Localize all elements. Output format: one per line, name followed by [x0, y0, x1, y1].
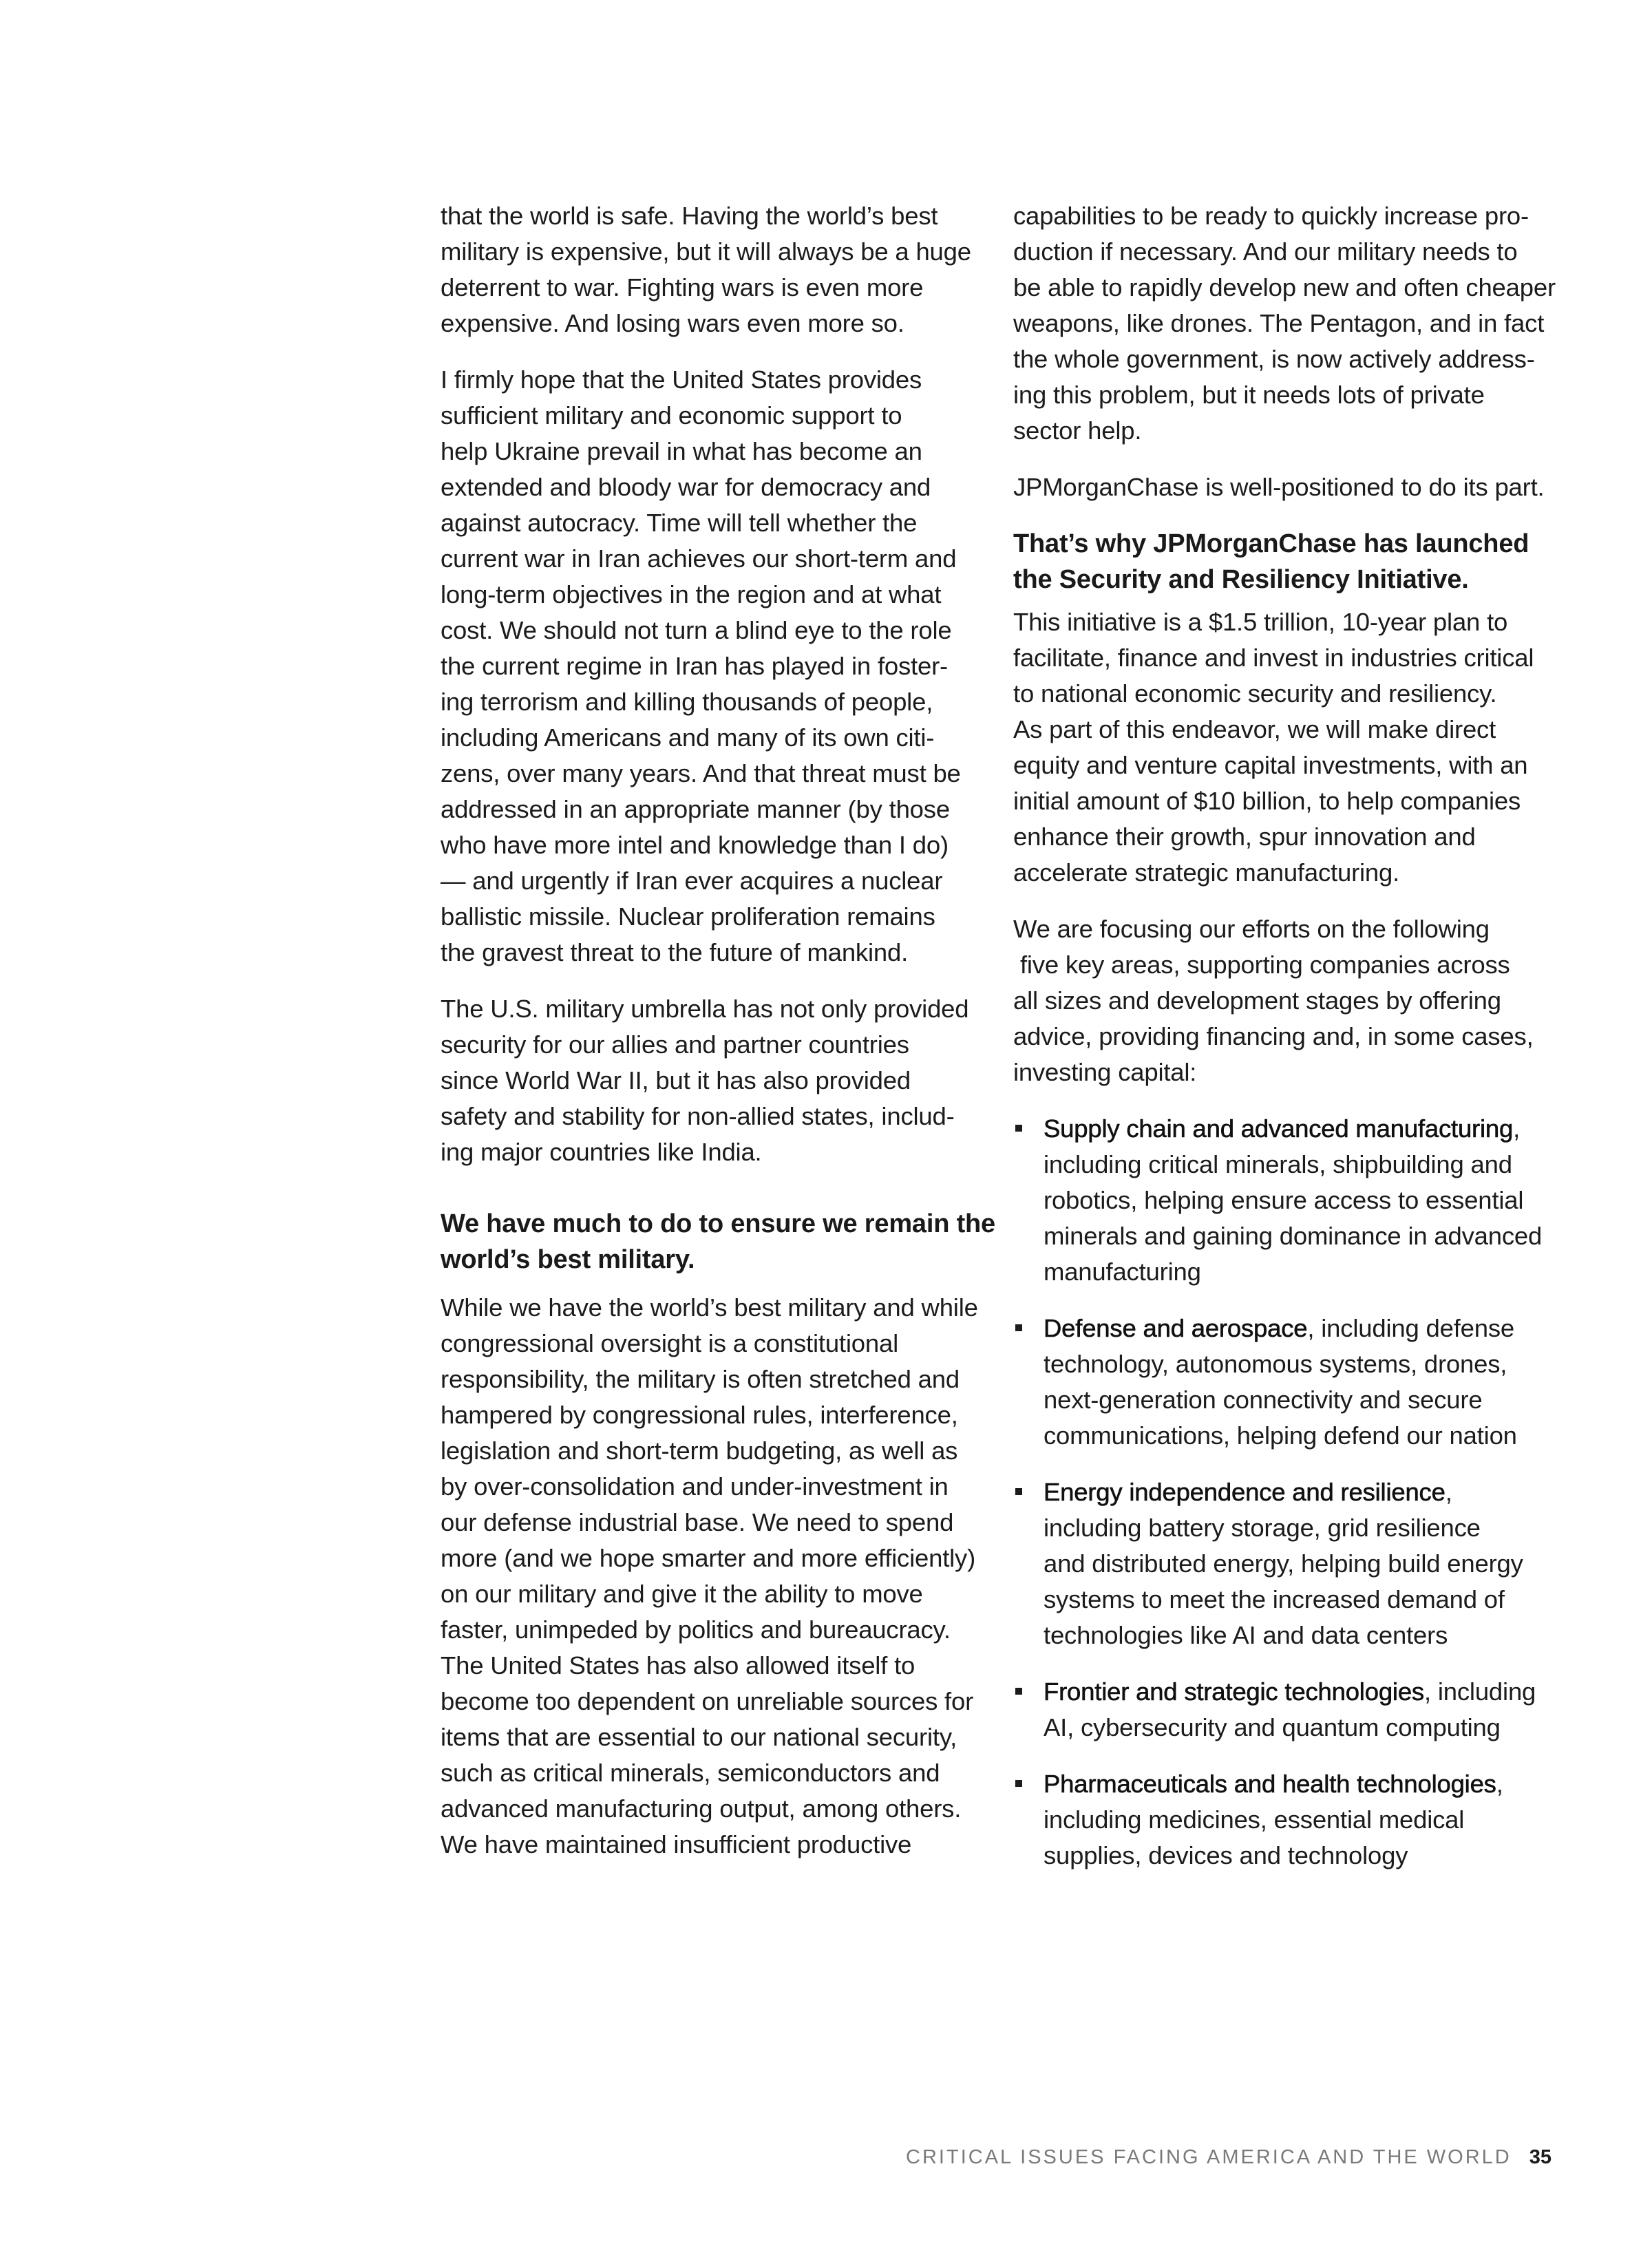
text-line: technologies like AI and data centers	[1044, 1621, 1448, 1649]
text-line: long-term objectives in the region and at what	[441, 580, 942, 608]
text-line: JPMorganChase is well-positioned to do its part.	[1013, 473, 1545, 501]
text-line: five key areas, supporting companies across	[1013, 951, 1510, 979]
text-line: The U.S. military umbrella has not only provided	[441, 995, 969, 1023]
text-line: We are focusing our efforts on the following	[1013, 915, 1490, 943]
text-line: to national economic security and resiliency.	[1013, 679, 1497, 708]
bullet-title: Frontier and strategic technologies	[1044, 1677, 1424, 1706]
list-item	[1013, 1311, 1557, 1454]
text-line: sector help.	[1013, 416, 1142, 445]
text-line: This initiative is a $1.5 trillion, 10-year plan to	[1013, 608, 1508, 636]
bullet-title: Energy independence and resilience	[1044, 1478, 1446, 1506]
text-line: minerals and gaining dominance in advanced	[1044, 1222, 1543, 1250]
text-line: responsibility, the military is often stretched and	[441, 1365, 960, 1393]
text-line: accelerate strategic manufacturing.	[1013, 858, 1400, 887]
right-column	[1013, 198, 1557, 1894]
right-paragraph-4	[1013, 911, 1557, 1090]
text-line: who have more intel and knowledge than I do)	[441, 831, 949, 859]
text-line: more (and we hope smarter and more efficiently)	[441, 1544, 976, 1572]
text-line: zens, over many years. And that threat must be	[441, 759, 961, 787]
text-line: weapons, like drones. The Pentagon, and in fact	[1013, 309, 1545, 337]
text-line: technology, autonomous systems, drones,	[1044, 1350, 1507, 1378]
text-line: including Americans and many of its own citi-	[441, 723, 935, 752]
bullet-first-rest: ,	[1445, 1478, 1452, 1506]
text-line: advanced manufacturing output, among others.	[441, 1794, 962, 1823]
text-line: by over-consolidation and under-investment in	[441, 1472, 949, 1501]
text-line: enhance their growth, spur innovation and	[1013, 823, 1476, 851]
left-section-heading	[441, 1206, 995, 1278]
square-bullet-icon	[1015, 1125, 1022, 1132]
text-line: addressed in an appropriate manner (by those	[441, 795, 950, 823]
text-line: including medicines, essential medical	[1044, 1805, 1465, 1834]
text-line: As part of this endeavor, we will make direct	[1013, 715, 1496, 743]
left-paragraph-3	[441, 991, 977, 1170]
right-paragraph-1	[1013, 198, 1557, 449]
bullet-title: Defense and aerospace	[1044, 1314, 1308, 1342]
text-line: ing this problem, but it needs lots of private	[1013, 381, 1485, 409]
text-line: hampered by congressional rules, interference,	[441, 1401, 958, 1429]
bullet-first-rest: , including	[1423, 1677, 1536, 1706]
text-line: the gravest threat to the future of mankind.	[441, 938, 909, 966]
square-bullet-icon	[1015, 1688, 1022, 1695]
text-line: against autocracy. Time will tell whether the	[441, 509, 918, 537]
bullet-first-line	[1044, 1111, 1557, 1147]
square-bullet-icon	[1015, 1324, 1022, 1331]
text-line: ing major countries like India.	[441, 1138, 762, 1166]
text-line: deterrent to war. Fighting wars is even more	[441, 273, 924, 301]
text-line: While we have the world’s best military and while	[441, 1293, 978, 1322]
text-line: ing terrorism and killing thousands of people,	[441, 688, 933, 716]
text-line: faster, unimpeded by politics and bureaucracy.	[441, 1615, 951, 1644]
right-paragraph-2	[1013, 469, 1557, 505]
page-number: 35	[1529, 2146, 1552, 2168]
focus-areas-list	[1013, 1111, 1557, 1874]
text-line: initial amount of $10 billion, to help companies	[1013, 787, 1521, 815]
text-line: legislation and short-term budgeting, as well as	[441, 1437, 958, 1465]
page-footer	[906, 2146, 1552, 2169]
square-bullet-icon	[1015, 1488, 1022, 1495]
bullet-first-rest: ,	[1513, 1114, 1521, 1143]
text-line: sufficient military and economic support to	[441, 401, 902, 430]
text-line: our defense industrial base. We need to spend	[441, 1508, 954, 1536]
left-paragraph-1	[441, 198, 977, 341]
text-line: investing capital:	[1013, 1058, 1197, 1086]
text-line: systems to meet the increased demand of	[1044, 1585, 1505, 1613]
text-line: equity and venture capital investments, with an	[1013, 751, 1528, 779]
text-line: be able to rapidly develop new and often cheaper	[1013, 273, 1556, 301]
bullet-title: Pharmaceuticals and health technologies	[1044, 1770, 1496, 1798]
text-line: including critical minerals, shipbuilding and	[1044, 1150, 1512, 1178]
text-line: I firmly hope that the United States provides	[441, 365, 922, 394]
text-line: next-generation connectivity and secure	[1044, 1386, 1483, 1414]
text-line: duction if necessary. And our military needs to	[1013, 237, 1518, 266]
text-line: become too dependent on unreliable sources for	[441, 1687, 974, 1715]
text-line: manufacturing	[1044, 1258, 1201, 1286]
text-line: — and urgently if Iran ever acquires a nuclear	[441, 867, 943, 895]
text-line: that the world is safe. Having the world’s best	[441, 202, 938, 230]
text-line: security for our allies and partner countries	[441, 1030, 909, 1059]
list-item	[1013, 1674, 1557, 1746]
bullet-title: Supply chain and advanced manufacturing	[1044, 1114, 1514, 1143]
right-section-heading	[1013, 526, 1557, 597]
text-line: such as critical minerals, semiconductors and	[441, 1759, 940, 1787]
list-item	[1013, 1766, 1557, 1874]
text-line: facilitate, finance and invest in industries critical	[1013, 644, 1534, 672]
text-line: robotics, helping ensure access to essential	[1044, 1186, 1524, 1214]
text-line: the whole government, is now actively address-	[1013, 345, 1535, 373]
left-column	[441, 198, 995, 1883]
text-line: communications, helping defend our nation	[1044, 1421, 1517, 1450]
text-line: capabilities to be ready to quickly increase pro-	[1013, 202, 1529, 230]
list-item	[1013, 1111, 1557, 1290]
text-line: cost. We should not turn a blind eye to the role	[441, 616, 952, 644]
text-line: all sizes and development stages by offering	[1013, 986, 1501, 1015]
text-line: supplies, devices and technology	[1044, 1841, 1408, 1869]
bullet-first-line	[1044, 1311, 1557, 1346]
text-line: ballistic missile. Nuclear proliferation remains	[441, 902, 935, 931]
text-line: extended and bloody war for democracy and	[441, 473, 931, 501]
text-line: and distributed energy, helping build energy	[1044, 1549, 1523, 1578]
text-line: the current regime in Iran has played in foster-	[441, 652, 948, 680]
left-paragraph-4	[441, 1290, 977, 1863]
text-line: current war in Iran achieves our short-term and	[441, 544, 957, 573]
text-line: The United States has also allowed itself to	[441, 1651, 915, 1680]
text-line: safety and stability for non-allied states, includ-	[441, 1102, 955, 1130]
text-line: including battery storage, grid resilience	[1044, 1514, 1481, 1542]
bullet-first-line	[1044, 1474, 1557, 1510]
text-line: military is expensive, but it will always be a huge	[441, 237, 971, 266]
right-paragraph-3	[1013, 604, 1557, 891]
text-line: We have maintained insufficient productive	[441, 1830, 912, 1858]
list-item	[1013, 1474, 1557, 1653]
bullet-first-rest: , including defense	[1307, 1314, 1514, 1342]
bullet-first-rest: ,	[1496, 1770, 1503, 1798]
text-line: help Ukraine prevail in what has become an	[441, 437, 922, 465]
heading-line: the Security and Resiliency Initiative.	[1013, 565, 1469, 594]
bullet-first-line	[1044, 1766, 1557, 1802]
heading-line: We have much to do to ensure we remain the	[441, 1209, 995, 1238]
text-line: congressional oversight is a constitutional	[441, 1329, 898, 1357]
heading-line: That’s why JPMorganChase has launched	[1013, 529, 1529, 558]
text-line: on our military and give it the ability to move	[441, 1580, 923, 1608]
bullet-first-line	[1044, 1674, 1557, 1710]
text-line: items that are essential to our national security,	[441, 1723, 957, 1751]
text-line: AI, cybersecurity and quantum computing	[1044, 1713, 1501, 1741]
heading-line: world’s best military.	[441, 1245, 695, 1274]
text-line: since World War II, but it has also provided	[441, 1066, 911, 1094]
text-line: expensive. And losing wars even more so.	[441, 309, 904, 337]
left-paragraph-2	[441, 362, 977, 971]
square-bullet-icon	[1015, 1780, 1022, 1787]
footer-section-title: CRITICAL ISSUES FACING AMERICA AND THE WORLD	[906, 2146, 1512, 2168]
text-line: advice, providing financing and, in some cases,	[1013, 1022, 1534, 1050]
